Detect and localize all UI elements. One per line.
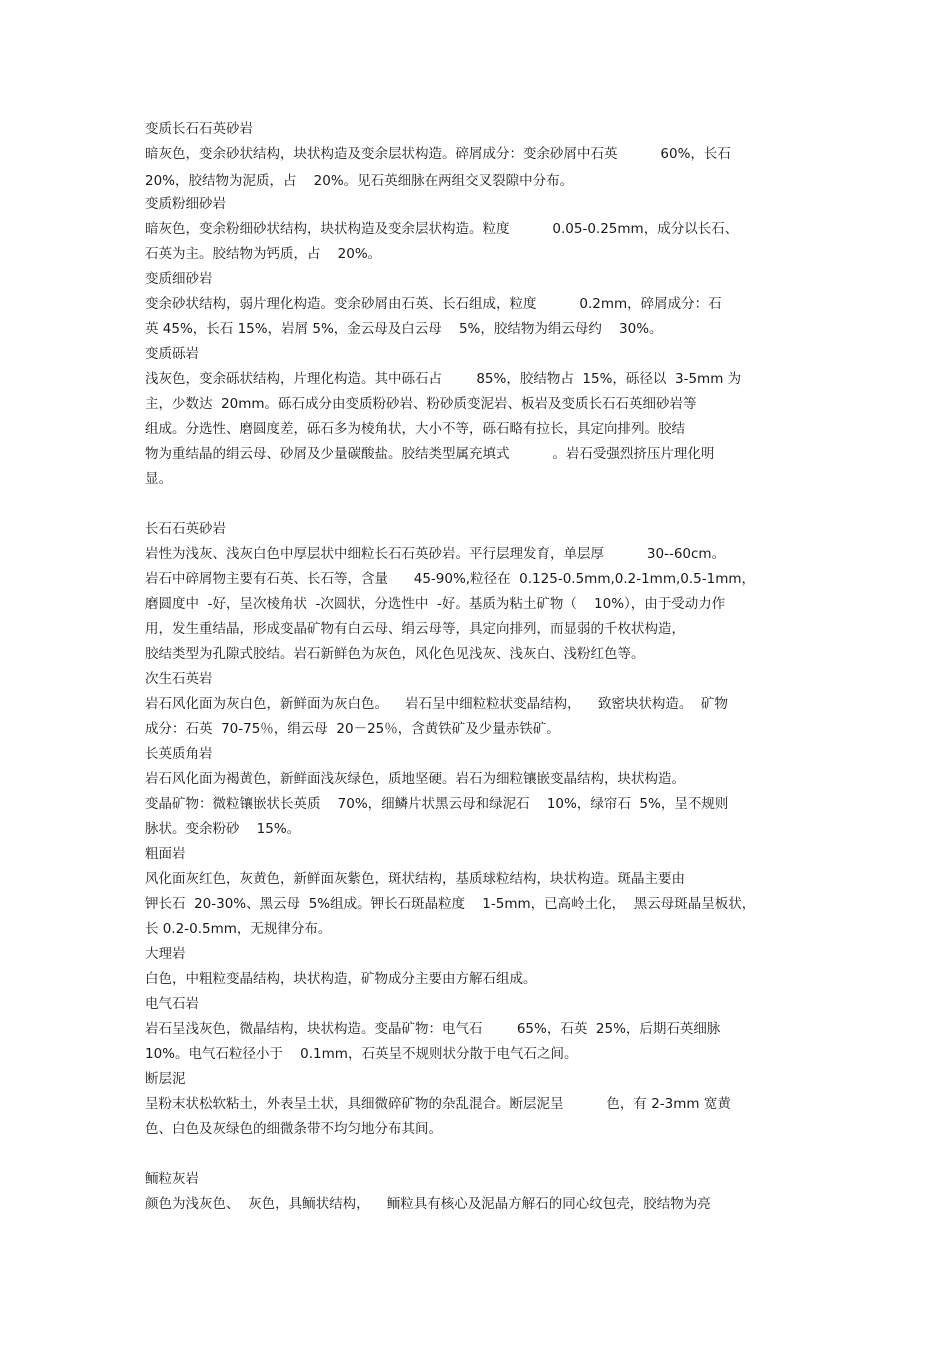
body-text-line: 10%。电气石粒径小于 0.1mm，石英呈不规则状分散于电气石之间。 — [145, 1046, 578, 1062]
body-text-line: 胶结类型为孔隙式胶结。岩石新鲜色为灰色，风化色见浅灰、浅灰白、浅粉红色等。 — [145, 646, 645, 662]
body-text-line: 色、白色及灰绿色的细微条带不均匀地分布其间。 — [145, 1121, 442, 1137]
body-text-line: 变余砂状结构，弱片理化构造。变余砂屑由石英、长石组成，粒度 0.2mm，碎屑成分：石 — [145, 296, 722, 312]
body-text-line: 石英为主。胶结物为钙质，占 20%。 — [145, 246, 382, 262]
body-text-line: 组成。分选性、磨圆度差，砾石多为棱角状，大小不等，砾石略有拉长，具定向排列。胶结 — [145, 421, 685, 437]
body-text-line: 岩石风化面为褐黄色，新鲜面浅灰绿色，质地坚硬。岩石为细粒镶嵌变晶结构，块状构造。 — [145, 771, 685, 787]
body-text-line: 变晶矿物：微粒镶嵌状长英质 70%，细鳞片状黑云母和绿泥石 10%，绿帘石 5%，呈不规则 — [145, 796, 729, 812]
section-heading: 粗面岩 — [145, 846, 186, 862]
section-heading: 变质长石石英砂岩 — [145, 121, 253, 137]
body-text-line: 物为重结晶的绢云母、砂屑及少量碳酸盐。胶结类型属充填式 。岩石受强烈挤压片理化明 — [145, 446, 715, 462]
body-text-line: 岩性为浅灰、浅灰白色中厚层状中细粒长石石英砂岩。平行层理发育，单层厚 30--60cm。 — [145, 546, 726, 562]
body-text-line: 脉状。变余粉砂 15%。 — [145, 821, 301, 837]
body-text-line: 岩石风化面为灰白色，新鲜面为灰白色。 岩石呈中细粒粒状变晶结构， 致密块状构造。 矿物 — [145, 696, 728, 712]
body-text-line: 用，发生重结晶，形成变晶矿物有白云母、绢云母等，具定向排列，而显弱的千枚状构造， — [145, 621, 685, 637]
body-text-line: 钾长石 20-30%、黑云母 5%组成。钾长石斑晶粒度 1-5mm，已高岭土化， 黑云母斑晶呈板状， — [145, 896, 756, 912]
body-text-line: 颜色为浅灰色、 灰色，具鲕状结构， 鲕粒具有核心及泥晶方解石的同心纹包壳，胶结物为亮 — [145, 1196, 711, 1212]
body-text-line: 呈粉末状松软粘土，外表呈土状，具细微碎矿物的杂乱混合。断层泥呈 色，有 2-3mm 宽黄 — [145, 1096, 731, 1112]
section-heading: 变质粉细砂岩 — [145, 196, 226, 212]
body-text-line: 成分：石英 70-75％，绢云母 20－25％，含黄铁矿及少量赤铁矿。 — [145, 721, 560, 737]
section-heading: 断层泥 — [145, 1071, 186, 1087]
section-heading: 电气石岩 — [145, 996, 199, 1012]
body-text-line: 暗灰色，变余粉细砂状结构，块状构造及变余层状构造。粒度 0.05-0.25mm，成分以长石、 — [145, 221, 739, 237]
body-text-line: 长 0.2-0.5mm，无规律分布。 — [145, 921, 332, 937]
body-text-line: 风化面灰红色，灰黄色，新鲜面灰紫色，斑状结构，基质球粒结构，块状构造。斑晶主要由 — [145, 871, 685, 887]
body-text-line: 暗灰色，变余砂状结构，块状构造及变余层状构造。碎屑成分：变余砂屑中石英 60%，长石 — [145, 146, 731, 162]
body-text-line: 显。 — [145, 471, 172, 487]
body-text-line: 英 45%，长石 15%，岩屑 5%，金云母及白云母 5%，胶结物为绢云母约 30%。 — [145, 321, 663, 337]
body-text-line: 浅灰色，变余砾状结构，片理化构造。其中砾石占 85%，胶结物占 15%，砾径以 3-5mm 为 — [145, 371, 742, 387]
body-text-line: 岩石呈浅灰色，微晶结构，块状构造。变晶矿物：电气石 65%，石英 25%，后期石英细脉 — [145, 1021, 721, 1037]
body-text-line: 磨圆度中 -好，呈次棱角状 -次圆状，分选性中 -好。基质为粘土矿物（ 10%），由于受动力作 — [145, 596, 726, 612]
body-text-line: 白色，中粗粒变晶结构，块状构造，矿物成分主要由方解石组成。 — [145, 971, 537, 987]
section-heading: 变质砾岩 — [145, 346, 199, 362]
section-heading: 次生石英岩 — [145, 671, 213, 687]
body-text-line: 主，少数达 20mm。砾石成分由变质粉砂岩、粉砂质变泥岩、板岩及变质长石石英细砂岩等 — [145, 396, 697, 412]
section-heading: 长英质角岩 — [145, 746, 213, 762]
section-heading: 大理岩 — [145, 946, 186, 962]
body-text-line: 岩石中碎屑物主要有石英、长石等，含量 45-90%,粒径在 0.125-0.5mm,0.2-1mm,0.5-1mm， — [145, 571, 756, 587]
section-heading: 鲕粒灰岩 — [145, 1171, 199, 1187]
section-heading: 长石石英砂岩 — [145, 521, 226, 537]
section-heading: 变质细砂岩 — [145, 271, 213, 287]
body-text-line: 20%，胶结物为泥质，占 20%。见石英细脉在两组交叉裂隙中分布。 — [145, 173, 574, 189]
